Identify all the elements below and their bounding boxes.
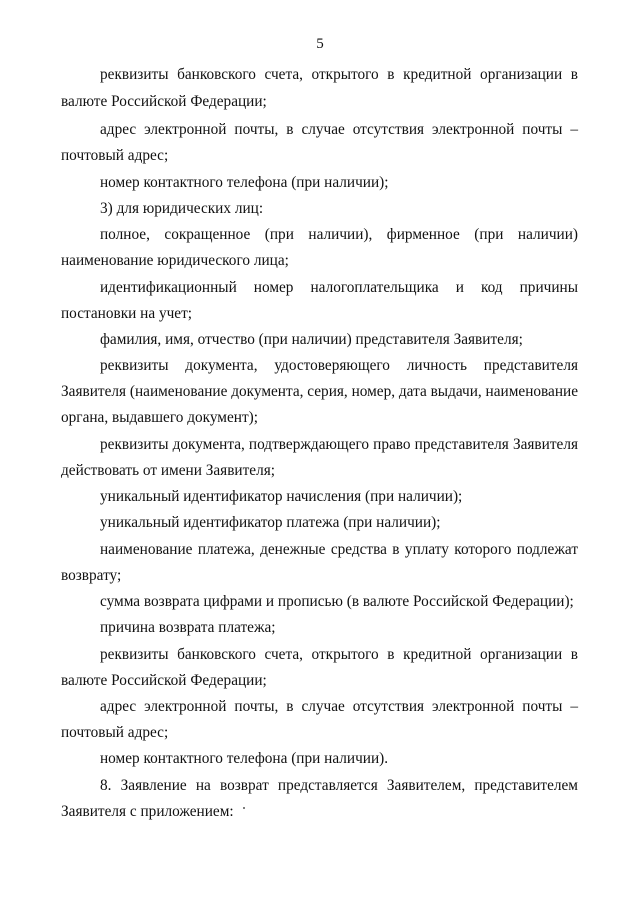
- text-line: причина возврата платежа;: [100, 619, 276, 636]
- text-line: уникальный идентификатор платежа (при наличии);: [100, 514, 441, 531]
- text-line: фамилия, имя, отчество (при наличии) представителя Заявителя;: [100, 331, 523, 348]
- text-line: номер контактного телефона (при наличии);: [100, 174, 389, 191]
- text-line: адрес электронной почты, в случае отсутствия электронной почты –: [100, 121, 578, 138]
- text-line: Заявителя (наименование документа, серия, номер, дата выдачи, наименование: [61, 383, 578, 400]
- text-line: наименование платежа, денежные средства в уплату которого подлежат: [100, 541, 578, 558]
- text-line: Заявителя с приложением:: [61, 803, 234, 820]
- text-line: уникальный идентификатор начисления (при наличии);: [100, 488, 463, 505]
- scan-speck: [243, 807, 245, 809]
- text-line: 8. Заявление на возврат представляется Заявителем, представителем: [100, 777, 578, 794]
- text-line: реквизиты документа, подтверждающего право представителя Заявителя: [100, 436, 578, 453]
- text-line: почтовый адрес;: [61, 147, 169, 164]
- page-number: 5: [316, 36, 324, 52]
- text-line: наименование юридического лица;: [61, 252, 289, 269]
- text-line: идентификационный номер налогоплательщика и код причины: [100, 279, 578, 296]
- text-line: почтовый адрес;: [61, 724, 169, 741]
- text-line: реквизиты документа, удостоверяющего личность представителя: [100, 357, 578, 374]
- text-line: валюте Российской Федерации;: [61, 672, 267, 689]
- text-line: номер контактного телефона (при наличии).: [100, 750, 389, 767]
- text-line: адрес электронной почты, в случае отсутствия электронной почты –: [100, 698, 578, 715]
- text-line: реквизиты банковского счета, открытого в кредитной организации в: [100, 66, 578, 83]
- text-line: органа, выдавшего документ);: [61, 409, 258, 426]
- text-line: валюте Российской Федерации;: [61, 93, 267, 110]
- text-line: реквизиты банковского счета, открытого в кредитной организации в: [100, 646, 578, 663]
- text-line: 3) для юридических лиц:: [100, 200, 264, 217]
- text-line: возврату;: [61, 567, 122, 584]
- text-line: полное, сокращенное (при наличии), фирменное (при наличии): [100, 226, 578, 243]
- text-line: постановки на учет;: [61, 305, 193, 322]
- text-line: действовать от имени Заявителя;: [61, 462, 275, 479]
- text-line: сумма возврата цифрами и прописью (в валюте Российской Федерации);: [100, 593, 574, 610]
